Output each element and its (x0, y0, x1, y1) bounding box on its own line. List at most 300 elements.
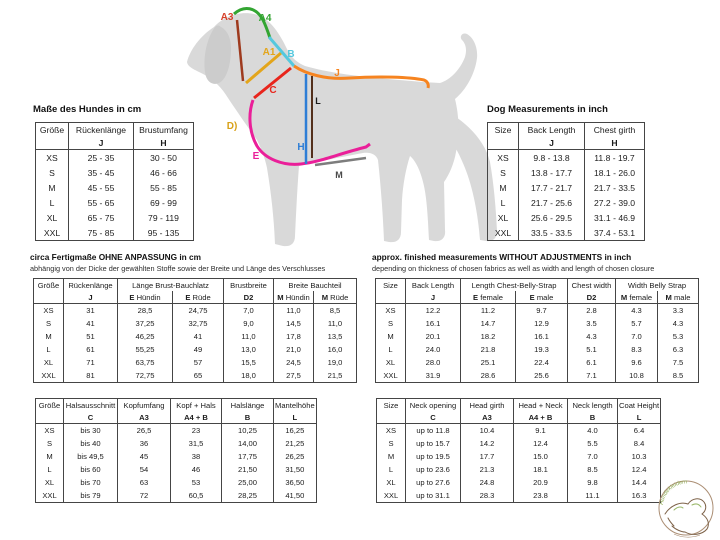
table-row (36, 180, 194, 195)
table-row (377, 450, 661, 463)
table-cell: 12.4 (618, 463, 661, 476)
table-cell: 17.7 (461, 450, 514, 463)
table-cell: 75 - 85 (69, 225, 134, 241)
table-cell: 41,50 (274, 489, 317, 503)
col-letter: A3 (461, 411, 514, 424)
stamp-arc-text: Hundekleidern (658, 479, 688, 506)
col-letter: E male (516, 291, 568, 304)
table-cell: XL (386, 478, 396, 487)
col-header: Chest girth (585, 123, 645, 137)
table-row (34, 304, 357, 318)
table-cell: 16.1 (516, 330, 568, 343)
col-header: Mantelhöhe (275, 400, 315, 410)
col-header: Brustumfang (134, 123, 194, 137)
table-cell: 36 (118, 437, 171, 450)
cm-finished-section-header (30, 252, 325, 273)
table-cell: 14,00 (222, 437, 274, 450)
table-cell: 5.7 (616, 317, 658, 330)
col-letter (377, 411, 406, 424)
cm-finished-subtitle: abhängig von der Dicke der gewählten Stoffe sowie der Breite und Länge des Verschlusses (30, 264, 326, 273)
table-cell: 72 (118, 489, 171, 503)
col-letter: D2 (224, 291, 274, 304)
table-cell: 21,0 (274, 343, 314, 356)
col-letter: L (274, 411, 317, 424)
table-cell: 26,25 (274, 450, 317, 463)
inch-finished-title: approx. finished measurements WITHOUT ADJUSTMENTS in inch (372, 252, 632, 262)
table-cell: 31.9 (406, 369, 461, 383)
table-cell: 41 (64, 317, 118, 330)
table-cell: XS (46, 152, 58, 163)
col-header: Size (494, 124, 512, 135)
table-cell: 18.1 - 26.0 (585, 165, 645, 180)
table-cell: XS (43, 306, 54, 315)
col-letter: H (134, 136, 194, 150)
table-cell: L (46, 345, 51, 354)
table-cell: 60,5 (171, 489, 222, 503)
table-cell: 6.4 (618, 424, 661, 438)
table-row (36, 150, 194, 166)
table-cell: 2.8 (568, 304, 616, 318)
cm-finished-table (33, 278, 357, 383)
table-cell: M (499, 182, 507, 193)
table-cell: 9.1 (514, 424, 568, 438)
table-cell: 18,0 (224, 369, 274, 383)
measure-label-a3: A3 (220, 12, 234, 23)
table-cell: XXL (383, 491, 399, 500)
table-cell: 32,75 (173, 317, 224, 330)
table-cell: S (388, 439, 394, 448)
col-letter: B (568, 411, 618, 424)
table-cell: 55,25 (118, 343, 173, 356)
measure-label-b: B (287, 49, 295, 60)
table-cell: up to 23.6 (406, 463, 461, 476)
table-cell: 38 (171, 450, 222, 463)
table-cell: bis 70 (64, 476, 118, 489)
table-cell: 79 - 119 (134, 210, 194, 225)
table-cell: 14.4 (618, 476, 661, 489)
col-header: Neck opening (406, 399, 461, 412)
table-row (376, 317, 699, 330)
table-row (36, 463, 317, 476)
col-header: Größe (38, 400, 61, 410)
table-cell: 19.3 (516, 343, 568, 356)
table-cell: 17.7 - 21.7 (519, 180, 585, 195)
table-cell: 36,50 (274, 476, 317, 489)
table-cell: 25.1 (461, 356, 516, 369)
table-cell: 49 (173, 343, 224, 356)
cm-dog-table (35, 122, 194, 241)
col-letter: A4 + B (514, 411, 568, 424)
table-cell: 69 - 99 (134, 195, 194, 210)
cm-dog-table-title: Maße des Hundes in cm (33, 104, 142, 115)
table-cell: 31 (64, 304, 118, 318)
table-row (377, 437, 661, 450)
table-row (36, 225, 194, 241)
table-cell: 7.1 (568, 369, 616, 383)
table-cell: XXL (43, 227, 61, 238)
table-cell: 20.1 (406, 330, 461, 343)
col-header: Rückenlänge (69, 123, 134, 137)
col-header: Width Belly Strap (616, 279, 699, 292)
col-letter (36, 411, 64, 424)
table-row (376, 330, 699, 343)
col-header: Back Length (406, 279, 461, 292)
col-letter: M Rüde (314, 291, 357, 304)
measure-label-d: D) (226, 121, 238, 132)
table-cell: 28.6 (461, 369, 516, 383)
col-letter: M Hündin (274, 291, 314, 304)
table-cell: L (500, 197, 506, 208)
table-cell: bis 60 (64, 463, 118, 476)
table-cell: 4.3 (568, 330, 616, 343)
col-letter: J (64, 291, 118, 304)
table-cell: 9.8 (568, 476, 618, 489)
table-cell: 15,5 (224, 356, 274, 369)
table-cell: M (48, 182, 56, 193)
table-cell: M (46, 452, 53, 461)
table-cell: bis 49,5 (64, 450, 118, 463)
table-cell: 11,0 (314, 317, 357, 330)
table-cell: 35 - 45 (69, 165, 134, 180)
table-cell: 55 - 85 (134, 180, 194, 195)
table-cell: XL (44, 478, 55, 487)
table-cell: 25.6 (516, 369, 568, 383)
table-cell: 9.7 (516, 304, 568, 318)
measure-label-c: C (269, 85, 277, 96)
table-row (36, 165, 194, 180)
table-cell: 16.1 (406, 317, 461, 330)
table-row (488, 165, 645, 180)
col-letter: A4 + B (171, 411, 222, 424)
col-header: Head + Neck (514, 399, 568, 412)
table-cell: 6.1 (568, 356, 616, 369)
col-header: Size (383, 280, 398, 290)
table-cell: 28,5 (118, 304, 173, 318)
table-cell: 51 (64, 330, 118, 343)
table-cell: 11.1 (568, 489, 618, 503)
table-cell: XL (385, 358, 396, 367)
table-cell: up to 31.1 (406, 489, 461, 503)
inch-dog-table-title: Dog Measurements in inch (487, 104, 608, 115)
col-letter: C (64, 411, 118, 424)
table-cell: 17,8 (274, 330, 314, 343)
col-header: Halsausschnitt (64, 399, 118, 412)
table-row (376, 304, 699, 318)
table-cell: 28.3 (461, 489, 514, 503)
stamp-leaf-accents (674, 504, 701, 510)
table-cell: XXL (41, 371, 56, 380)
table-cell: L (388, 345, 393, 354)
measure-label-l: L (315, 96, 321, 106)
measure-label-j: J (334, 68, 340, 79)
col-header: Brustbreite (224, 279, 274, 292)
table-row (377, 463, 661, 476)
col-letter: A3 (118, 411, 171, 424)
table-cell: 9.8 - 13.8 (519, 150, 585, 166)
col-letter: H (585, 136, 645, 150)
table-row (488, 210, 645, 225)
table-row (36, 210, 194, 225)
table-row (377, 424, 661, 438)
dog-diagram (178, 0, 512, 256)
inch-head-table (376, 398, 661, 503)
table-cell: 30 - 50 (134, 150, 194, 166)
table-cell: XL (497, 212, 509, 223)
col-header: Length Chest-Belly-Strap (461, 279, 568, 292)
table-row (376, 356, 699, 369)
table-cell: 27,5 (274, 369, 314, 383)
col-header: Halslänge (222, 399, 274, 412)
col-header: Kopfumfang (118, 399, 171, 412)
table-row (488, 180, 645, 195)
table-cell: 13.8 - 17.7 (519, 165, 585, 180)
table-cell: 25.6 - 29.5 (519, 210, 585, 225)
table-cell: 25 - 35 (69, 150, 134, 166)
table-cell: M (387, 332, 394, 341)
table-cell: 12.4 (514, 437, 568, 450)
table-cell: 11.8 - 19.7 (585, 150, 645, 166)
table-cell: 22.4 (516, 356, 568, 369)
col-header: Größe (39, 124, 65, 135)
measure-label-m: M (335, 170, 343, 180)
table-cell: 81 (64, 369, 118, 383)
table-cell: 61 (64, 343, 118, 356)
table-cell: 8.4 (618, 437, 661, 450)
table-cell: S (45, 319, 52, 328)
cm-head-table (35, 398, 317, 503)
col-letter: L (618, 411, 661, 424)
table-cell: XS (44, 426, 55, 435)
col-letter: B (222, 411, 274, 424)
table-cell: 4.3 (658, 317, 699, 330)
table-cell: 71 (64, 356, 118, 369)
table-cell: 8,5 (314, 304, 357, 318)
measure-label-e: E (252, 151, 260, 162)
table-cell: 21,5 (314, 369, 357, 383)
col-letter: E Hündin (118, 291, 173, 304)
table-cell: 21.7 - 25.6 (519, 195, 585, 210)
table-cell: S (49, 167, 55, 178)
col-letter: E Rüde (173, 291, 224, 304)
col-letter: J (69, 136, 134, 150)
table-row (36, 424, 317, 438)
col-letter: J (519, 136, 585, 150)
table-cell: bis 30 (64, 424, 118, 438)
table-cell: XXL (494, 227, 512, 238)
col-letter (376, 291, 406, 304)
table-cell: 57 (173, 356, 224, 369)
table-cell: 28,25 (222, 489, 274, 503)
table-cell: 10.3 (618, 450, 661, 463)
table-cell: 31.1 - 46.9 (585, 210, 645, 225)
table-cell: 95 - 135 (134, 225, 194, 241)
table-cell: bis 79 (64, 489, 118, 503)
table-cell: 21,50 (222, 463, 274, 476)
table-cell: 12.9 (516, 317, 568, 330)
table-cell: 8.5 (658, 369, 699, 383)
table-cell: 10,25 (222, 424, 274, 438)
table-cell: 46 (171, 463, 222, 476)
table-cell: 4.0 (568, 424, 618, 438)
table-cell: 21.3 (461, 463, 514, 476)
col-header: Neck length (568, 399, 618, 412)
table-cell: 13,0 (224, 343, 274, 356)
col-header: Coat Height (619, 400, 660, 410)
table-cell: 65 - 75 (69, 210, 134, 225)
table-cell: 24.0 (406, 343, 461, 356)
table-cell: XL (43, 358, 54, 367)
col-letter: D2 (568, 291, 616, 304)
table-cell: 11,0 (224, 330, 274, 343)
table-cell: XS (385, 426, 397, 435)
col-letter (34, 291, 64, 304)
table-cell: 26,5 (118, 424, 171, 438)
table-cell: 21,25 (274, 437, 317, 450)
table-cell: 33.5 - 33.5 (519, 225, 585, 241)
table-cell: up to 19.5 (406, 450, 461, 463)
table-cell: 55 - 65 (69, 195, 134, 210)
table-cell: 27.2 - 39.0 (585, 195, 645, 210)
table-row (36, 437, 317, 450)
table-cell: 7,0 (224, 304, 274, 318)
table-cell: 16,25 (274, 424, 317, 438)
col-header: Chest width (568, 279, 616, 292)
table-row (36, 195, 194, 210)
table-cell: 45 - 55 (69, 180, 134, 195)
table-cell: 14.2 (461, 437, 514, 450)
table-cell: 21.7 - 33.5 (585, 180, 645, 195)
col-letter: M female (616, 291, 658, 304)
inch-finished-section-header (372, 252, 654, 273)
table-cell: L (47, 465, 52, 474)
col-header: Kopf + Hals (171, 399, 222, 412)
table-cell: 18.2 (461, 330, 516, 343)
table-cell: 24,75 (173, 304, 224, 318)
col-letter (36, 136, 69, 150)
table-cell: 46,25 (118, 330, 173, 343)
table-cell: 53 (171, 476, 222, 489)
table-cell: 21.8 (461, 343, 516, 356)
table-row (488, 195, 645, 210)
table-row (377, 476, 661, 489)
table-cell: 28.0 (406, 356, 461, 369)
table-cell: 31,50 (274, 463, 317, 476)
table-cell: 20.9 (514, 476, 568, 489)
table-row (34, 369, 357, 383)
table-cell: 13,5 (314, 330, 357, 343)
table-cell: S (387, 319, 394, 328)
table-cell: 24,5 (274, 356, 314, 369)
inch-dog-table (487, 122, 645, 241)
table-cell: 24.8 (461, 476, 514, 489)
col-header: Size (383, 400, 399, 410)
table-cell: 41 (173, 330, 224, 343)
table-cell: 3.5 (568, 317, 616, 330)
table-cell: XXL (383, 371, 398, 380)
table-row (488, 150, 645, 166)
table-cell: 5.3 (658, 330, 699, 343)
table-cell: 3.3 (658, 304, 699, 318)
table-cell: 46 - 66 (134, 165, 194, 180)
table-cell: XS (385, 306, 396, 315)
table-cell: 6.3 (658, 343, 699, 356)
stamp-dog-sketch (665, 499, 708, 535)
table-cell: 7.5 (658, 356, 699, 369)
table-cell: 5.1 (568, 343, 616, 356)
table-row (36, 489, 317, 503)
table-cell: S (46, 439, 53, 448)
measure-label-h: H (297, 142, 305, 153)
table-cell: XS (497, 152, 509, 163)
table-cell: up to 11.8 (406, 424, 461, 438)
table-cell: XL (46, 212, 58, 223)
table-cell: 25,00 (222, 476, 274, 489)
cm-finished-title: circa Fertigmaße OHNE ANPASSUNG in cm (30, 252, 202, 262)
table-cell: 11,0 (274, 304, 314, 318)
table-cell: S (500, 167, 506, 178)
table-row (376, 369, 699, 383)
table-cell: 14,5 (274, 317, 314, 330)
table-cell: M (387, 452, 395, 461)
table-cell: L (49, 197, 55, 208)
inch-finished-subtitle: depending on thickness of chosen fabrics as well as width and length of chosen closure (372, 264, 655, 273)
table-cell: 63,75 (118, 356, 173, 369)
table-cell: up to 15.7 (406, 437, 461, 450)
table-cell: 7.0 (616, 330, 658, 343)
table-cell: 72,75 (118, 369, 173, 383)
table-row (34, 317, 357, 330)
col-letter: E female (461, 291, 516, 304)
table-cell: 8.3 (616, 343, 658, 356)
measure-label-a4: A4 (258, 13, 272, 24)
table-cell: XXL (42, 491, 57, 500)
table-cell: 17,75 (222, 450, 274, 463)
table-row (34, 343, 357, 356)
table-cell: bis 40 (64, 437, 118, 450)
col-header: Rückenlänge (64, 279, 118, 292)
table-cell: 63 (118, 476, 171, 489)
table-cell: 23 (171, 424, 222, 438)
table-cell: 7.0 (568, 450, 618, 463)
col-header: Breite Bauchteil (274, 279, 357, 292)
table-cell: 12.2 (406, 304, 461, 318)
measure-label-a1: A1 (262, 47, 276, 58)
col-letter: J (406, 291, 461, 304)
table-cell: 9,0 (224, 317, 274, 330)
table-cell: 14.7 (461, 317, 516, 330)
table-row (488, 225, 645, 241)
table-cell: up to 27.6 (406, 476, 461, 489)
table-row (34, 330, 357, 343)
col-header: Head girth (461, 399, 514, 412)
brand-stamp (652, 474, 720, 540)
table-cell: 37,25 (118, 317, 173, 330)
table-cell: 11.2 (461, 304, 516, 318)
table-cell: 15.0 (514, 450, 568, 463)
table-cell: 18.1 (514, 463, 568, 476)
table-cell: 5.5 (568, 437, 618, 450)
table-cell: 8.5 (568, 463, 618, 476)
table-cell: 31,5 (171, 437, 222, 450)
table-cell: 9.6 (616, 356, 658, 369)
table-cell: 54 (118, 463, 171, 476)
table-row (377, 489, 661, 503)
table-cell: 65 (173, 369, 224, 383)
table-cell: 45 (118, 450, 171, 463)
col-letter: M male (658, 291, 699, 304)
col-header: Größe (37, 280, 60, 290)
table-cell: L (388, 465, 394, 474)
